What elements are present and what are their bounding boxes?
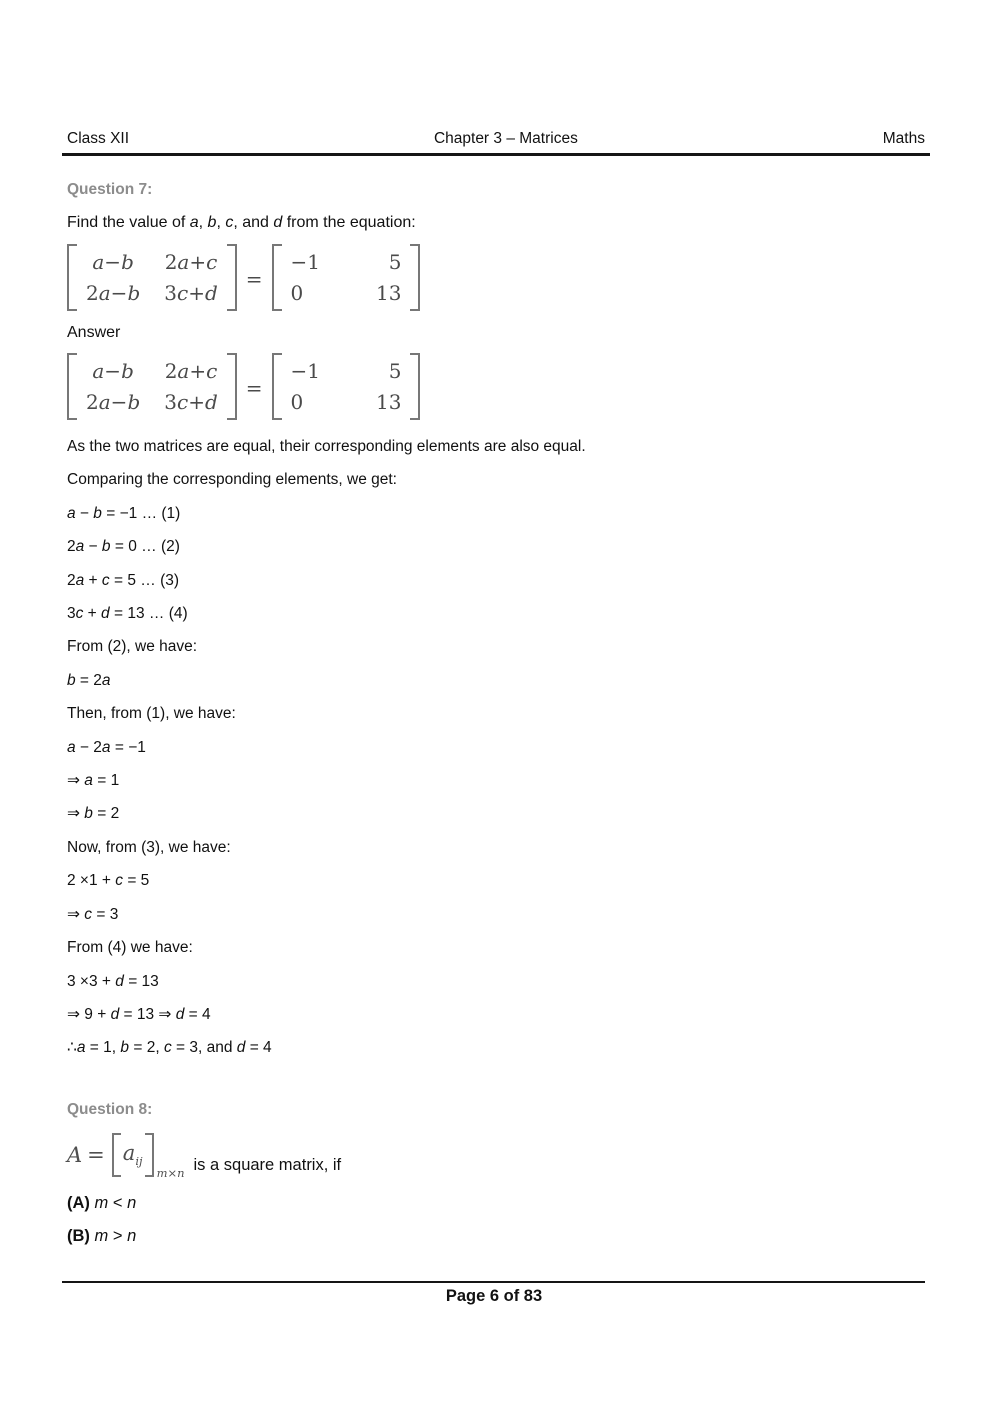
header-chapter-title: Chapter 3 – Matrices	[433, 130, 578, 147]
rhs-matrix	[272, 353, 421, 420]
solution-line: 3c + d = 13 … (4)	[67, 605, 188, 623]
matrix-cell: 2a+c	[164, 249, 218, 274]
solution-line: ∴a = 1, b = 2, c = 3, and d = 4	[67, 1039, 272, 1057]
var-a-with-subscript: $a_{ij}$	[122, 1141, 143, 1169]
matrix-cell: 2a−b	[86, 280, 141, 305]
equals-sign: =	[87, 1142, 105, 1167]
footer-divider	[62, 1281, 925, 1283]
rhs-matrix-cells	[282, 244, 411, 311]
left-bracket	[112, 1133, 121, 1177]
header-subject: Maths	[882, 130, 925, 147]
header-class: Class XII	[67, 130, 130, 147]
matrix-cell: 13	[376, 389, 402, 414]
solution-line: From (4) we have:	[67, 939, 193, 957]
right-bracket	[227, 244, 237, 311]
solution-line: From (2), we have:	[67, 638, 198, 656]
header-divider	[62, 153, 930, 156]
right-bracket	[145, 1133, 154, 1177]
question8-heading: Question 8:	[67, 1100, 153, 1118]
equals-sign: =	[245, 376, 263, 400]
solution-line: ⇒ b = 2	[67, 805, 120, 823]
solution-line: 2a − b = 0 … (2)	[67, 538, 180, 556]
matrix-cell: 5	[388, 358, 402, 383]
solution-line: ⇒ c = 3	[67, 905, 119, 923]
matrix-cell: 13	[376, 280, 402, 305]
page-header	[67, 130, 925, 148]
rhs-matrix-cells	[282, 353, 411, 420]
matrix-cell: 0	[290, 280, 304, 305]
matrix-equation	[67, 352, 925, 420]
matrix-cell: 2a−b	[86, 389, 141, 414]
matrix-cell: 5	[388, 249, 402, 274]
question7-prompt: Find the value of a, b, c, and d from the equation:	[67, 214, 416, 231]
left-bracket	[67, 244, 77, 311]
q8-statement-text: is a square matrix, if	[193, 1155, 342, 1174]
option-a	[67, 1187, 925, 1220]
q8-options	[67, 1187, 925, 1253]
right-bracket	[227, 353, 237, 420]
subscript-ij: ij	[135, 1154, 143, 1169]
matrix-cell: 2a+c	[164, 358, 218, 383]
solution-line: Now, from (3), we have:	[67, 838, 231, 856]
left-bracket	[272, 353, 282, 420]
answer-label: Answer	[67, 324, 121, 341]
page-footer	[0, 1281, 988, 1306]
solution-line: Then, from (1), we have:	[67, 705, 236, 723]
var-A: A	[67, 1142, 83, 1167]
option-b-text: m > n	[94, 1226, 137, 1245]
solution-line: ⇒ a = 1	[67, 772, 120, 790]
solution-line: a − 2a = −1	[67, 738, 146, 756]
option-b	[67, 1220, 925, 1253]
subscript-mxn: m×n	[156, 1165, 185, 1180]
left-bracket	[272, 244, 282, 311]
rhs-matrix	[272, 244, 421, 311]
option-b-label: (B)	[67, 1226, 90, 1245]
question7-heading: Question 7:	[67, 181, 153, 198]
option-a-text: m < n	[94, 1193, 137, 1212]
solution-line: 3 ×3 + d = 13	[67, 972, 159, 990]
lhs-matrix-cells	[77, 244, 227, 311]
solution-line: Comparing the corresponding elements, we get:	[67, 471, 397, 489]
page-content	[67, 130, 925, 1253]
matrix-cell: a−b	[92, 249, 134, 274]
lhs-matrix	[67, 353, 237, 420]
right-bracket	[410, 353, 420, 420]
option-a-label: (A)	[67, 1193, 90, 1212]
matrix-cell: 3c+d	[164, 389, 218, 414]
equals-sign: =	[245, 267, 263, 291]
solution-lines	[67, 430, 925, 1065]
page-number: Page 6 of 83	[445, 1287, 543, 1305]
left-bracket	[67, 353, 77, 420]
matrix-cell: −1	[290, 249, 321, 274]
solution-line: As the two matrices are equal, their corresponding elements are also equal.	[67, 438, 586, 455]
lhs-matrix	[67, 244, 237, 311]
solution-line: 2a + c = 5 … (3)	[67, 571, 180, 589]
matrix-cell: a−b	[92, 358, 134, 383]
q8-matrix-notation	[67, 1133, 185, 1180]
right-bracket	[410, 244, 420, 311]
matrix-cell: 0	[290, 389, 304, 414]
solution-line: 2 ×1 + c = 5	[67, 872, 150, 890]
solution-line: b = 2a	[67, 671, 111, 689]
solution-line: ⇒ 9 + d = 13 ⇒ d = 4	[67, 1005, 211, 1023]
matrix-cell: 3c+d	[164, 280, 218, 305]
matrix-cell: −1	[290, 358, 321, 383]
question8-statement	[67, 1133, 925, 1181]
matrix-equation	[67, 243, 925, 311]
lhs-matrix-cells	[77, 353, 227, 420]
solution-line: a − b = −1 … (1)	[67, 504, 181, 522]
